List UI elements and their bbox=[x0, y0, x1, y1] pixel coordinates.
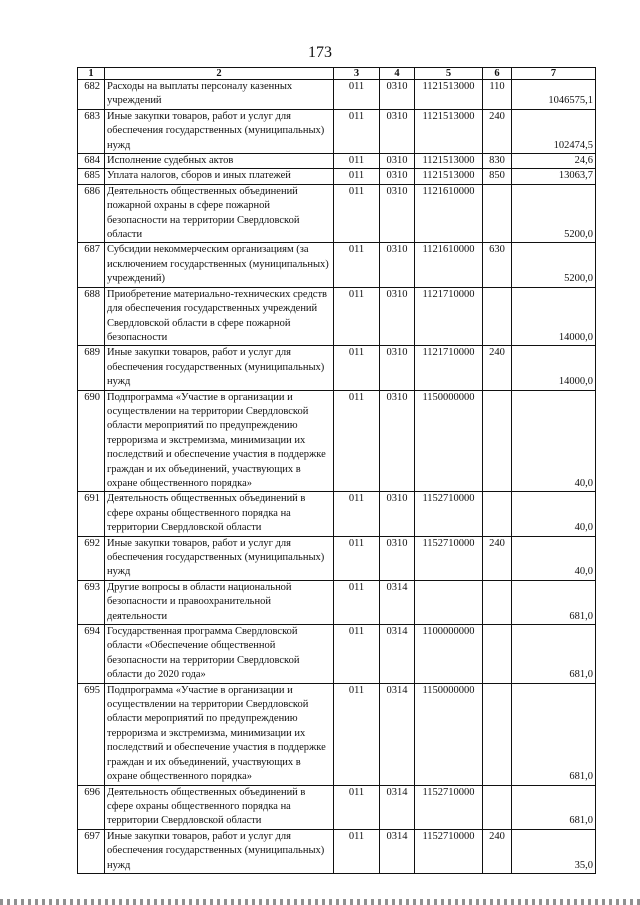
row-admin-code: 011 bbox=[334, 80, 380, 110]
row-name: Исполнение судебных актов bbox=[105, 154, 334, 169]
row-name: Деятельность общественных объединений пожарной охраны в сфере пожарной безопасности на территории Свердловской области bbox=[105, 184, 334, 243]
row-admin-code: 011 bbox=[334, 169, 380, 184]
table-header-row bbox=[78, 68, 596, 80]
row-amount: 5200,0 bbox=[512, 243, 596, 287]
table-row bbox=[78, 625, 596, 684]
row-number: 682 bbox=[78, 80, 105, 110]
row-section-code: 0310 bbox=[380, 287, 415, 346]
table-row bbox=[78, 580, 596, 624]
row-admin-code: 011 bbox=[334, 287, 380, 346]
row-amount: 40,0 bbox=[512, 492, 596, 536]
column-header: 2 bbox=[105, 68, 334, 80]
table-row bbox=[78, 243, 596, 287]
row-section-code: 0310 bbox=[380, 169, 415, 184]
table-row bbox=[78, 287, 596, 346]
row-number: 695 bbox=[78, 683, 105, 785]
row-section-code: 0310 bbox=[380, 109, 415, 153]
row-expense-type: 850 bbox=[483, 169, 512, 184]
row-name: Другие вопросы в области национальной безопасности и правоохранительной деятельности bbox=[105, 580, 334, 624]
row-number: 686 bbox=[78, 184, 105, 243]
row-expense-type bbox=[483, 625, 512, 684]
row-number: 690 bbox=[78, 390, 105, 492]
row-number: 696 bbox=[78, 785, 105, 829]
row-amount: 35,0 bbox=[512, 829, 596, 873]
row-target-code: 1150000000 bbox=[415, 683, 483, 785]
table-row bbox=[78, 80, 596, 110]
row-number: 691 bbox=[78, 492, 105, 536]
row-target-code: 1152710000 bbox=[415, 829, 483, 873]
table-row bbox=[78, 492, 596, 536]
row-name: Деятельность общественных объединений в сфере охраны общественного порядка на территории Свердловской области bbox=[105, 492, 334, 536]
row-expense-type bbox=[483, 580, 512, 624]
table-body bbox=[78, 80, 596, 874]
column-header: 1 bbox=[78, 68, 105, 80]
row-expense-type bbox=[483, 785, 512, 829]
row-target-code: 1121513000 bbox=[415, 80, 483, 110]
row-admin-code: 011 bbox=[334, 390, 380, 492]
row-target-code: 1121710000 bbox=[415, 346, 483, 390]
row-amount: 681,0 bbox=[512, 625, 596, 684]
row-admin-code: 011 bbox=[334, 829, 380, 873]
table-row bbox=[78, 683, 596, 785]
row-section-code: 0310 bbox=[380, 80, 415, 110]
row-expense-type: 110 bbox=[483, 80, 512, 110]
table-row bbox=[78, 184, 596, 243]
row-amount: 681,0 bbox=[512, 580, 596, 624]
row-name: Деятельность общественных объединений в сфере охраны общественного порядка на территории Свердловской области bbox=[105, 785, 334, 829]
row-amount: 102474,5 bbox=[512, 109, 596, 153]
row-target-code: 1121513000 bbox=[415, 169, 483, 184]
row-number: 697 bbox=[78, 829, 105, 873]
row-section-code: 0310 bbox=[380, 492, 415, 536]
row-name: Иные закупки товаров, работ и услуг для обеспечения государственных (муниципальных) нужд bbox=[105, 536, 334, 580]
row-number: 693 bbox=[78, 580, 105, 624]
row-section-code: 0310 bbox=[380, 243, 415, 287]
row-admin-code: 011 bbox=[334, 184, 380, 243]
page-number: 173 bbox=[308, 44, 332, 61]
column-header: 7 bbox=[512, 68, 596, 80]
row-expense-type bbox=[483, 683, 512, 785]
row-expense-type: 630 bbox=[483, 243, 512, 287]
row-name: Иные закупки товаров, работ и услуг для обеспечения государственных (муниципальных) нужд bbox=[105, 109, 334, 153]
row-section-code: 0310 bbox=[380, 154, 415, 169]
row-admin-code: 011 bbox=[334, 243, 380, 287]
row-amount: 681,0 bbox=[512, 683, 596, 785]
row-expense-type bbox=[483, 390, 512, 492]
row-section-code: 0310 bbox=[380, 390, 415, 492]
row-name: Расходы на выплаты персоналу казенных учреждений bbox=[105, 80, 334, 110]
row-admin-code: 011 bbox=[334, 580, 380, 624]
row-expense-type: 240 bbox=[483, 109, 512, 153]
row-section-code: 0310 bbox=[380, 184, 415, 243]
column-header: 5 bbox=[415, 68, 483, 80]
row-number: 688 bbox=[78, 287, 105, 346]
row-target-code: 1152710000 bbox=[415, 785, 483, 829]
column-header: 3 bbox=[334, 68, 380, 80]
column-header: 6 bbox=[483, 68, 512, 80]
row-target-code: 1121610000 bbox=[415, 243, 483, 287]
row-expense-type bbox=[483, 492, 512, 536]
row-target-code: 1100000000 bbox=[415, 625, 483, 684]
row-section-code: 0310 bbox=[380, 346, 415, 390]
row-admin-code: 011 bbox=[334, 683, 380, 785]
row-target-code bbox=[415, 580, 483, 624]
row-amount: 681,0 bbox=[512, 785, 596, 829]
row-amount: 40,0 bbox=[512, 390, 596, 492]
row-section-code: 0314 bbox=[380, 683, 415, 785]
row-amount: 5200,0 bbox=[512, 184, 596, 243]
row-name: Государственная программа Свердловской области «Обеспечение общественной безопасности на территории Свердловской области до 2020 года» bbox=[105, 625, 334, 684]
row-section-code: 0314 bbox=[380, 829, 415, 873]
row-expense-type bbox=[483, 184, 512, 243]
row-amount: 40,0 bbox=[512, 536, 596, 580]
row-name: Уплата налогов, сборов и иных платежей bbox=[105, 169, 334, 184]
row-admin-code: 011 bbox=[334, 536, 380, 580]
row-name: Приобретение материально-технических средств для обеспечения государственных учреждений Свердловской области в сфере пожарной безопасности bbox=[105, 287, 334, 346]
row-target-code: 1152710000 bbox=[415, 536, 483, 580]
row-expense-type bbox=[483, 287, 512, 346]
row-amount: 14000,0 bbox=[512, 346, 596, 390]
row-amount: 14000,0 bbox=[512, 287, 596, 346]
table-row bbox=[78, 109, 596, 153]
row-admin-code: 011 bbox=[334, 492, 380, 536]
table-row bbox=[78, 829, 596, 873]
row-expense-type: 240 bbox=[483, 536, 512, 580]
row-amount: 1046575,1 bbox=[512, 80, 596, 110]
row-amount: 13063,7 bbox=[512, 169, 596, 184]
column-header: 4 bbox=[380, 68, 415, 80]
table-row bbox=[78, 169, 596, 184]
row-admin-code: 011 bbox=[334, 785, 380, 829]
table-row bbox=[78, 154, 596, 169]
row-section-code: 0314 bbox=[380, 625, 415, 684]
row-admin-code: 011 bbox=[334, 154, 380, 169]
row-number: 694 bbox=[78, 625, 105, 684]
row-expense-type: 240 bbox=[483, 346, 512, 390]
row-number: 689 bbox=[78, 346, 105, 390]
row-target-code: 1121710000 bbox=[415, 287, 483, 346]
row-target-code: 1121610000 bbox=[415, 184, 483, 243]
row-admin-code: 011 bbox=[334, 625, 380, 684]
table-row bbox=[78, 536, 596, 580]
row-target-code: 1152710000 bbox=[415, 492, 483, 536]
row-admin-code: 011 bbox=[334, 346, 380, 390]
row-amount: 24,6 bbox=[512, 154, 596, 169]
row-number: 685 bbox=[78, 169, 105, 184]
row-number: 687 bbox=[78, 243, 105, 287]
row-section-code: 0314 bbox=[380, 785, 415, 829]
row-target-code: 1121513000 bbox=[415, 109, 483, 153]
row-expense-type: 830 bbox=[483, 154, 512, 169]
row-target-code: 1150000000 bbox=[415, 390, 483, 492]
row-name: Подпрограмма «Участие в организации и осуществлении на территории Свердловской области мероприятий по предупреждению терроризма и экстремизма, минимизации их последствий и обеспечение участия в поддержке граждан и их объединений, участвующих в охране общественного порядка» bbox=[105, 683, 334, 785]
row-target-code: 1121513000 bbox=[415, 154, 483, 169]
scan-edge-artifact bbox=[0, 899, 640, 905]
table-row bbox=[78, 390, 596, 492]
row-name: Подпрограмма «Участие в организации и осуществлении на территории Свердловской области мероприятий по предупреждению терроризма и экстремизма, минимизации их последствий и обеспечение участия в поддержке граждан и их объединений, участвующих в охране общественного порядка» bbox=[105, 390, 334, 492]
budget-table bbox=[77, 67, 596, 874]
row-number: 692 bbox=[78, 536, 105, 580]
row-name: Субсидии некоммерческим организациям (за исключением государственных (муниципальных) учреждений) bbox=[105, 243, 334, 287]
row-expense-type: 240 bbox=[483, 829, 512, 873]
row-admin-code: 011 bbox=[334, 109, 380, 153]
row-number: 683 bbox=[78, 109, 105, 153]
row-name: Иные закупки товаров, работ и услуг для обеспечения государственных (муниципальных) нужд bbox=[105, 829, 334, 873]
row-section-code: 0314 bbox=[380, 580, 415, 624]
row-number: 684 bbox=[78, 154, 105, 169]
row-name: Иные закупки товаров, работ и услуг для обеспечения государственных (муниципальных) нужд bbox=[105, 346, 334, 390]
table-row bbox=[78, 785, 596, 829]
table-row bbox=[78, 346, 596, 390]
row-section-code: 0310 bbox=[380, 536, 415, 580]
